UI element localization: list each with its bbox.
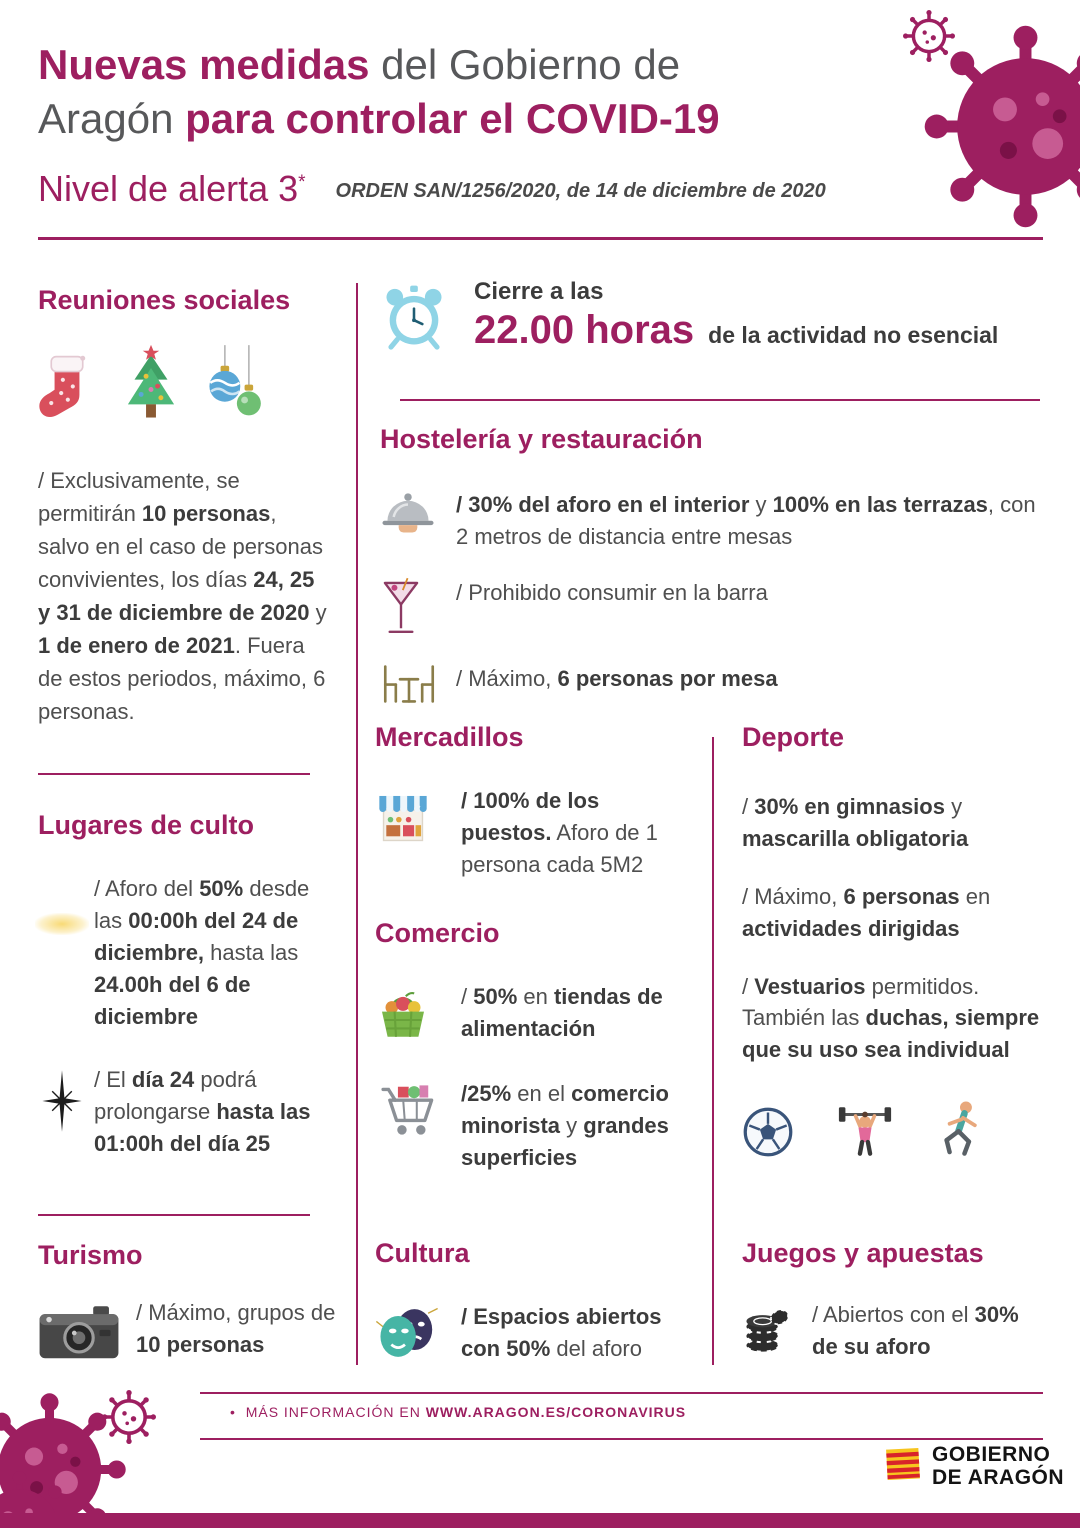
deporte-item-vestuarios	[742, 971, 1044, 1067]
text-run: y	[944, 794, 963, 819]
text-run-bold: mascarilla obligatoria	[742, 825, 969, 851]
text-run: y	[749, 492, 773, 517]
juegos-item-text	[812, 1299, 1044, 1363]
text-run: / Aforo del	[94, 876, 200, 901]
hosteleria-item-barra	[380, 577, 1042, 639]
running-icon	[936, 1100, 984, 1163]
text-run: Aragón	[38, 95, 186, 142]
text-run: , con 2 metros de distancia entre mesas	[456, 492, 1036, 549]
text-run-bold: 6 personas por mesa	[557, 665, 778, 691]
section-turismo	[38, 1240, 338, 1368]
text-run-bold: 30% en gimnasios	[754, 794, 945, 819]
text-run-bold: actividades dirigidas	[742, 915, 960, 941]
baubles-icon	[206, 345, 266, 436]
comercio-heading: Comercio	[375, 918, 500, 948]
text-run-bold: para controlar el COVID-19	[185, 95, 720, 142]
reuniones-text	[38, 464, 332, 728]
text-run-bold: 30% de su aforo	[812, 1302, 1019, 1359]
sparkle-star-icon	[30, 1064, 94, 1160]
hosteleria-item-aforo-text	[456, 489, 1042, 553]
text-run-bold: día 24	[131, 1067, 195, 1093]
divider	[38, 1214, 310, 1216]
serving-dish-icon	[380, 489, 456, 553]
deporte-item-gimnasios	[742, 791, 1044, 855]
text-run: . Fuera de estos periodos, máximo, 6 personas.	[38, 633, 326, 724]
turismo-heading: Turismo	[38, 1240, 143, 1270]
text-run: desde las	[94, 876, 310, 933]
divider	[200, 1438, 1043, 1440]
christmas-stocking-icon	[38, 351, 96, 436]
divider	[400, 399, 1040, 401]
cocktail-icon	[380, 577, 456, 639]
text-run-bold: Vestuarios	[754, 973, 866, 999]
bullet: •	[230, 1404, 236, 1420]
market-stall-icon	[375, 785, 461, 881]
text-run: /	[742, 973, 755, 999]
culto-item-dia24-text	[94, 1064, 335, 1160]
text-run: / Exclusivamente, se permitirán	[38, 468, 240, 526]
text-run-bold: 50%	[473, 984, 518, 1009]
title-line-2	[38, 92, 720, 146]
text-run-bold: 00:00h del 24 de diciembre,	[94, 907, 299, 965]
theater-masks-icon	[375, 1301, 461, 1366]
mercadillos-item	[375, 785, 691, 881]
text-run: / Máximo,	[456, 665, 558, 691]
aragon-flag-icon	[884, 1446, 922, 1487]
section-cultura	[375, 1238, 695, 1366]
logo-line-2: DE ARAGÓN	[932, 1465, 1065, 1489]
culto-heading: Lugares de culto	[38, 810, 255, 840]
comercio-item-minorista	[375, 1078, 691, 1174]
divider	[38, 237, 1043, 240]
text-run: Aforo de 1 persona cada 5M2	[461, 819, 658, 877]
text-run-bold: / Espacios abiertos con 50%	[461, 1304, 662, 1361]
deporte-heading: Deporte	[742, 722, 845, 752]
deporte-item-dirigidas	[742, 881, 1044, 945]
section-comercio	[375, 918, 691, 1174]
text-run-bold: tiendas de alimentación	[461, 984, 663, 1041]
christmas-tree-icon	[118, 343, 184, 436]
culto-item-aforo	[30, 873, 335, 1032]
sport-icons-row	[742, 1100, 1044, 1163]
camera-icon	[38, 1297, 136, 1368]
turismo-item-text	[136, 1297, 338, 1361]
text-run-bold: / 100% de los puestos.	[461, 788, 600, 845]
closure-intro: Cierre a las	[474, 278, 604, 305]
text-run: /	[461, 984, 474, 1009]
closure-banner	[382, 278, 1042, 357]
bottom-accent-bar	[0, 1513, 1080, 1528]
candle-glow-icon	[30, 873, 94, 1032]
text-run: / Máximo,	[742, 883, 844, 909]
juegos-item	[742, 1299, 1044, 1363]
title-line-1	[38, 38, 720, 92]
cultura-item-text	[461, 1301, 695, 1366]
cultura-heading: Cultura	[375, 1238, 470, 1268]
text-run-bold: 50%	[199, 876, 244, 901]
text-run: podrá prolongarse	[94, 1067, 257, 1125]
text-run: en	[959, 883, 991, 909]
hosteleria-heading: Hostelería y restauración	[380, 424, 703, 454]
comercio-item-alimentacion	[375, 981, 691, 1046]
text-run-bold: duchas, siempre que su uso sea individual	[742, 1005, 1040, 1063]
mercadillos-item-text	[461, 785, 691, 881]
text-run: en	[517, 984, 554, 1009]
text-run: / El	[94, 1067, 132, 1093]
comercio-item-minorista-text	[461, 1078, 691, 1174]
text-run: / Máximo, grupos de	[136, 1300, 336, 1325]
divider	[200, 1392, 1043, 1394]
text-run-bold: comercio minorista	[461, 1081, 669, 1138]
hosteleria-item-mesa-text	[456, 663, 1042, 705]
closure-time: 22.00 horas	[474, 308, 695, 352]
order-reference: ORDEN SAN/1256/2020, de 14 de diciembre de 2020	[335, 180, 826, 202]
text-run-bold: 6 personas	[843, 883, 960, 909]
footer-info	[230, 1404, 686, 1420]
shopping-cart-icon	[375, 1078, 461, 1174]
table-chairs-icon	[380, 663, 456, 705]
juegos-heading: Juegos y apuestas	[742, 1238, 984, 1268]
hosteleria-item-barra-text	[456, 577, 1042, 639]
text-run: hasta las	[204, 939, 299, 965]
logo-text	[932, 1444, 1064, 1489]
reuniones-heading: Reuniones sociales	[38, 285, 291, 315]
christmas-icons-row	[38, 344, 332, 436]
hosteleria-item-mesa	[380, 663, 1042, 705]
closure-line	[474, 308, 998, 353]
text-run-bold: 24, 25 y 31 de diciembre de 2020	[38, 567, 315, 625]
alarm-clock-icon	[382, 278, 474, 357]
text-run-bold: 24.00h del 6 de diciembre	[94, 971, 251, 1029]
footer-url: WWW.ARAGON.ES/CORONAVIRUS	[425, 1404, 687, 1420]
mercadillos-heading: Mercadillos	[375, 722, 524, 752]
text-run-bold: 10 personas	[136, 1331, 265, 1357]
text-run: del Gobierno de	[369, 41, 681, 88]
divider	[712, 737, 714, 1365]
text-run: en el	[511, 1081, 572, 1106]
divider	[38, 773, 310, 775]
text-run: / Prohibido consumir en la barra	[456, 579, 768, 605]
culto-item-aforo-text	[94, 873, 335, 1032]
closure-suffix: de la actividad no esencial	[708, 322, 999, 348]
virus-icon	[102, 1390, 156, 1444]
cultura-item	[375, 1301, 695, 1366]
text-run-bold: 1 de enero de 2021	[38, 633, 235, 658]
text-run-bold: /25%	[461, 1081, 512, 1106]
text-run-bold: / 30% del aforo en el interior	[456, 492, 750, 517]
divider	[356, 283, 358, 1365]
culto-item-dia24	[30, 1064, 335, 1160]
turismo-item	[38, 1297, 338, 1368]
hosteleria-item-aforo	[380, 489, 1042, 553]
closure-text	[474, 278, 998, 357]
text-run: MÁS INFORMACIÓN EN	[245, 1404, 426, 1420]
text-run-bold: Nuevas medidas	[38, 41, 370, 88]
text-run-bold: 100% en las terrazas	[772, 492, 988, 517]
text-run: / Abiertos con el	[812, 1302, 975, 1327]
text-run-bold: hasta las 01:00h del día 25	[94, 1099, 311, 1157]
text-run-bold: grandes superficies	[461, 1112, 669, 1170]
text-run-bold: 10 personas	[141, 501, 271, 526]
section-lugares-de-culto	[30, 810, 335, 1160]
poker-chips-icon	[742, 1299, 812, 1363]
virus-icon	[923, 24, 1080, 229]
alert-row	[38, 168, 826, 210]
grocery-basket-icon	[375, 981, 461, 1046]
comercio-item-alimentacion-text	[461, 981, 691, 1046]
section-reuniones-sociales	[38, 285, 332, 728]
weightlifting-icon	[836, 1100, 894, 1163]
section-deporte	[742, 722, 1044, 1163]
page-title	[38, 38, 720, 146]
logo-line-1: GOBIERNO	[932, 1443, 1051, 1466]
section-hosteleria	[380, 424, 1042, 705]
text-run: /	[742, 794, 755, 819]
gobierno-aragon-logo	[884, 1444, 1064, 1489]
text-run: y	[309, 600, 327, 625]
text-run: del aforo	[550, 1335, 642, 1361]
text-run: permitidos. También las	[742, 973, 980, 1031]
soccer-ball-icon	[742, 1106, 794, 1163]
text-run: y	[560, 1112, 584, 1138]
text-run: , salvo en el caso de personas convivientes, los días	[38, 501, 323, 592]
section-juegos-apuestas	[742, 1238, 1044, 1363]
alert-level	[38, 168, 306, 210]
section-mercadillos	[375, 722, 691, 881]
text-run: Nivel de alerta 3	[38, 168, 299, 209]
footnote-asterisk: *	[298, 172, 306, 193]
